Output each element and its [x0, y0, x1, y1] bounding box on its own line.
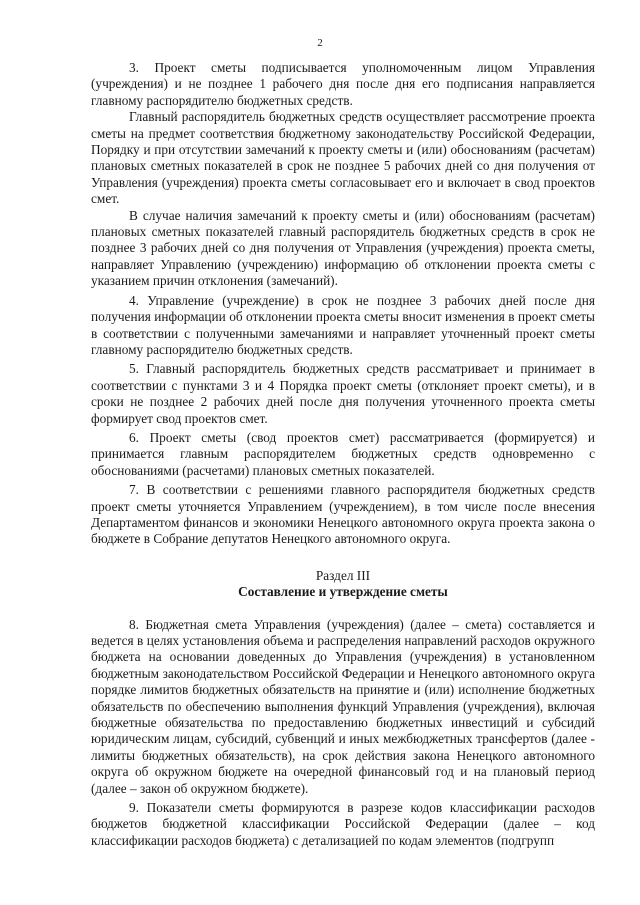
paragraph-remarks: В случае наличия замечаний к проекту сметы и (или) обоснованиям (расчетам) плановых сметных показателей главный распорядитель бюджетных средств в срок не позднее 3 рабочих дней со дня получения от Управления (учреждения) проекта сметы, направляет Управлению (учреждению) информацию об отклонении проекта сметы с указанием причин отклонения (замечаний). [91, 207, 595, 289]
paragraph-item-4: 4. Управление (учреждение) в срок не позднее 3 рабочих дней после дня получения информации об отклонении проекта сметы вносит изменения в проект сметы в соответствии с полученными замечаниями и направляет уточненный проект сметы главному распорядителю бюджетных средств. [91, 292, 595, 357]
paragraph-item-9: 9. Показатели сметы формируются в разрезе кодов классификации расходов бюджетов бюджетной классификации Российской Федерации (далее – код классификации расходов бюджета) с детализацией по кодам элементов (подгрупп [91, 800, 595, 848]
paragraph-review: Главный распорядитель бюджетных средств осуществляет рассмотрение проекта сметы на предмет соответствия бюджетному законодательству Российской Федерации, Порядку и при отсутствии замечаний к проекту сметы и (или) обоснованиям (расчетам) плановых сметных показателей в срок не позднее 5 рабочих дней со дня получения от Управления (учреждения) проекта сметы согласовывает его и включает в свод проектов смет. [91, 109, 595, 207]
page-number: 2 [317, 37, 323, 49]
paragraph-item-5: 5. Главный распорядитель бюджетных средств рассматривает и принимает в соответствии с пунктами 3 и 4 Порядка проект сметы (отклоняет проект сметы), и в сроки не позднее 2 рабочих дней после дня получения уточненного проекта сметы формирует свод проектов смет. [91, 361, 595, 426]
paragraph-item-6: 6. Проект сметы (свод проектов смет) рассматривается (формируется) и принимается главным распорядителем бюджетных средств одновременно с обоснованиями (расчетами) плановых сметных показателей. [91, 429, 595, 478]
paragraph-item-3: 3. Проект сметы подписывается уполномоченным лицом Управления (учреждения) и не позднее 1 рабочего дня после дня его подписания направляется главному распорядителю бюджетных средств. [91, 60, 595, 108]
document-body [91, 60, 595, 849]
section-label: Раздел III [315, 567, 371, 583]
section-title: Составление и утверждение сметы [238, 584, 448, 600]
paragraph-item-7: 7. В соответствии с решениями главного распорядителя бюджетных средств проект сметы уточняется Управлением (учреждением), в том числе после внесения Департаментом финансов и экономики Ненецкого автономного округа проекта закона о бюджете в Собрание депутатов Ненецкого автономного округа. [91, 482, 595, 547]
paragraph-item-8: 8. Бюджетная смета Управления (учреждения) (далее – смета) составляется и ведется в целях установления объема и распределения направлений расходов окружного бюджета на основании доведенных до Управления (учреждения) в установленном бюджетным законодательством Российской Федерации и Ненецкого автономного округа порядке лимитов бюджетных обязательств на принятие и (или) исполнение бюджетных обязательств по обеспечению выполнения функций Управления (учреждения), включая бюджетные обязательства по предоставлению бюджетных инвестиций и субсидий юридическим лицам, субсидий, субвенций и иных межбюджетных трансфертов (далее - лимиты бюджетных обязательств), на срок действия закона Ненецкого автономного округа об окружном бюджете на очередной финансовый год и на плановый период (далее – закон об окружном бюджете). [91, 616, 595, 796]
